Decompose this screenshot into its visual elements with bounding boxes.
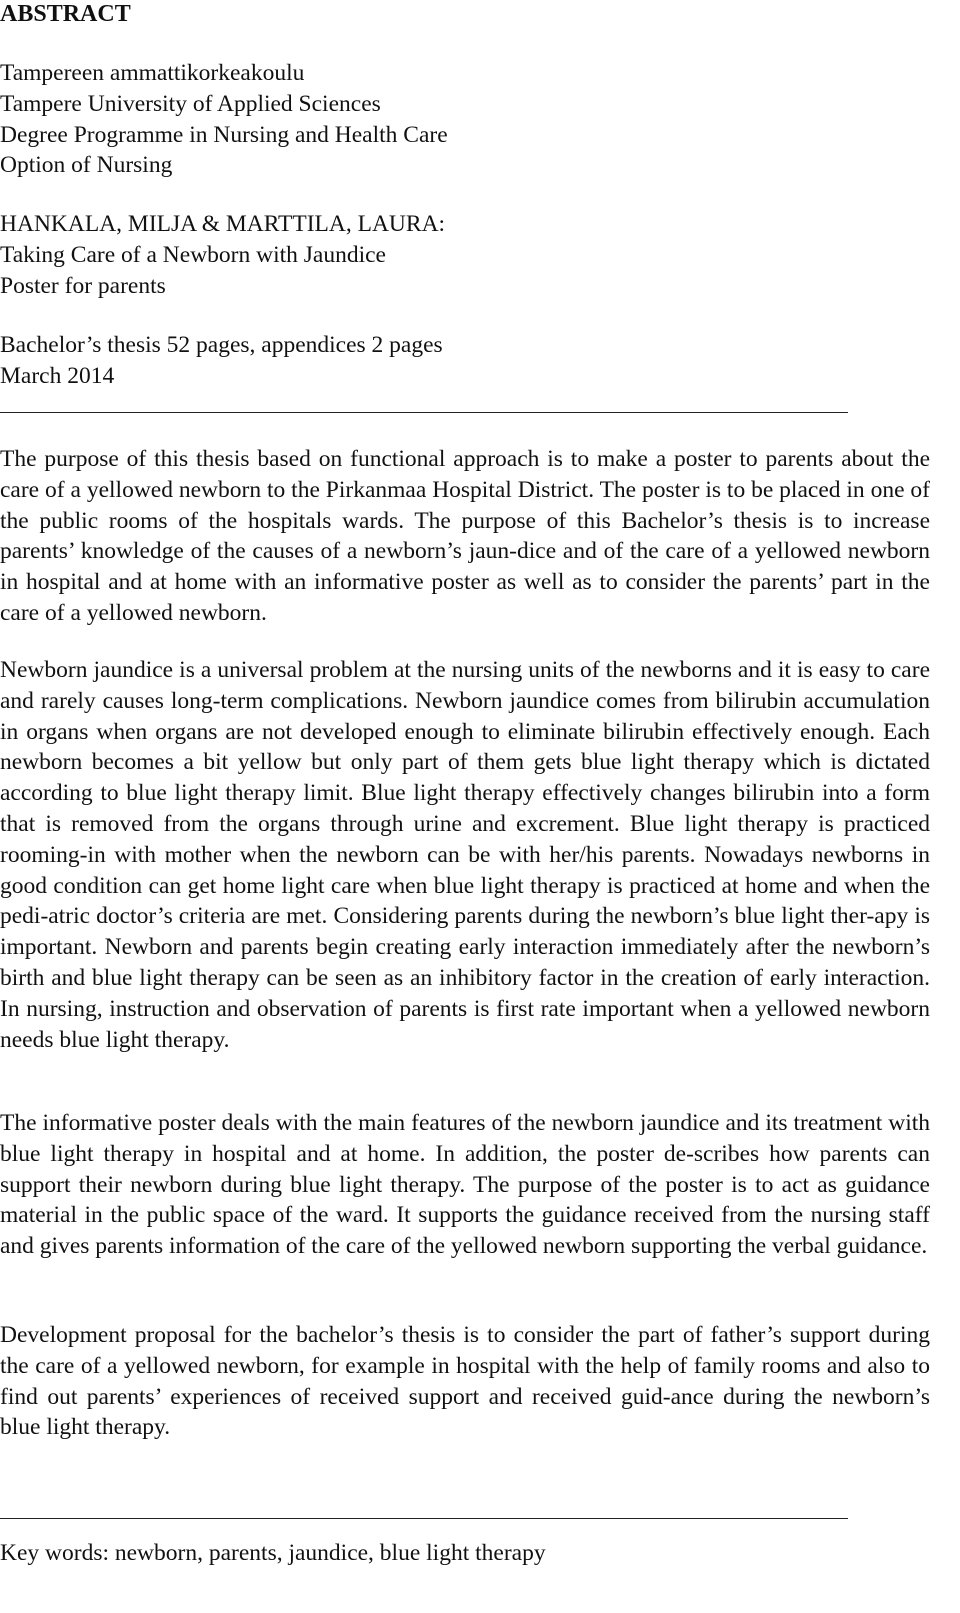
abstract-paragraph-jaundice: Newborn jaundice is a universal problem at the nursing units of the newborns and it is easy to care and rarely causes long-term complications. Newborn jaundice comes from bilirubin accumulation in organs when organs are not developed enough to eliminate bilirubin effectively enough. Each newborn becomes a bit yellow but only part of them gets blue light therapy which is dictated according to blue light therapy limit. Blue light therapy effectively changes bilirubin into a form that is removed from the organs through urine and excrement. Blue light therapy is practiced rooming-in with mother when the newborn can be with her/his parents. Nowadays newborns in good condition can get home light care when blue light therapy is practiced at home and when the pedi-atric doctor’s criteria are met. Considering parents during the newborn’s blue light ther-apy is important. Newborn and parents begin creating early interaction immediately after the newborn’s birth and blue light therapy can be seen as an inhibitory factor in the creation of early interaction. In nursing, instruction and observation of parents is first rate important when a yellowed newborn needs blue light therapy. bbox=[0, 657, 930, 1053]
authors-block bbox=[0, 209, 930, 301]
thesis-date: March 2014 bbox=[0, 362, 115, 389]
thesis-title: Taking Care of a Newborn with Jaundice bbox=[0, 241, 386, 268]
keywords-block bbox=[0, 1538, 930, 1569]
abstract-paragraph-poster: The informative poster deals with the main features of the newborn jaundice and its treatment with blue light therapy in hospital and at home. In addition, the poster de-scribes how parents can support their newborn during blue light therapy. The purpose of the poster is to act as guidance material in the public space of the ward. It supports the guidance received from the nursing staff and gives parents information of the care of the yellowed newborn supporting the verbal guidance. bbox=[0, 1110, 930, 1260]
page-title: ABSTRACT bbox=[0, 1, 131, 27]
abstract-paragraph-purpose: The purpose of this thesis based on functional approach is to make a poster to parents about the care of a yellowed newborn to the Pirkanmaa Hospital District. The poster is to be placed in one of the public rooms of the hospitals wards. The purpose of this Bachelor’s thesis is to increase parents’ knowledge of the causes of a newborn’s jaun-dice and of the care of a yellowed newborn in hospital and at home with an informative poster as well as to consider the parents’ part in the care of a yellowed newborn. bbox=[0, 446, 930, 626]
option-line: Option of Nursing bbox=[0, 152, 173, 179]
institution-block bbox=[0, 58, 930, 181]
thesis-subtitle: Poster for parents bbox=[0, 272, 166, 299]
abstract-paragraph-development: Development proposal for the bachelor’s thesis is to consider the part of father’s support during the care of a yellowed newborn, for example in hospital with the help of family rooms and also to find out parents’ experiences of received support and received guid-ance during the newborn’s blue light therapy. bbox=[0, 1322, 930, 1441]
divider-bottom bbox=[0, 1518, 848, 1519]
keywords: Key words: newborn, parents, jaundice, blue light therapy bbox=[0, 1540, 546, 1566]
degree-programme: Degree Programme in Nursing and Health Care bbox=[0, 121, 448, 148]
details-block bbox=[0, 330, 930, 392]
divider-top bbox=[0, 412, 848, 413]
institution-line-english: Tampere University of Applied Sciences bbox=[0, 90, 381, 117]
author-names: HANKALA, MILJA & MARTTILA, LAURA: bbox=[0, 211, 446, 237]
institution-line-finnish: Tampereen ammattikorkeakoulu bbox=[0, 60, 305, 86]
page-count: Bachelor’s thesis 52 pages, appendices 2 pages bbox=[0, 332, 443, 358]
